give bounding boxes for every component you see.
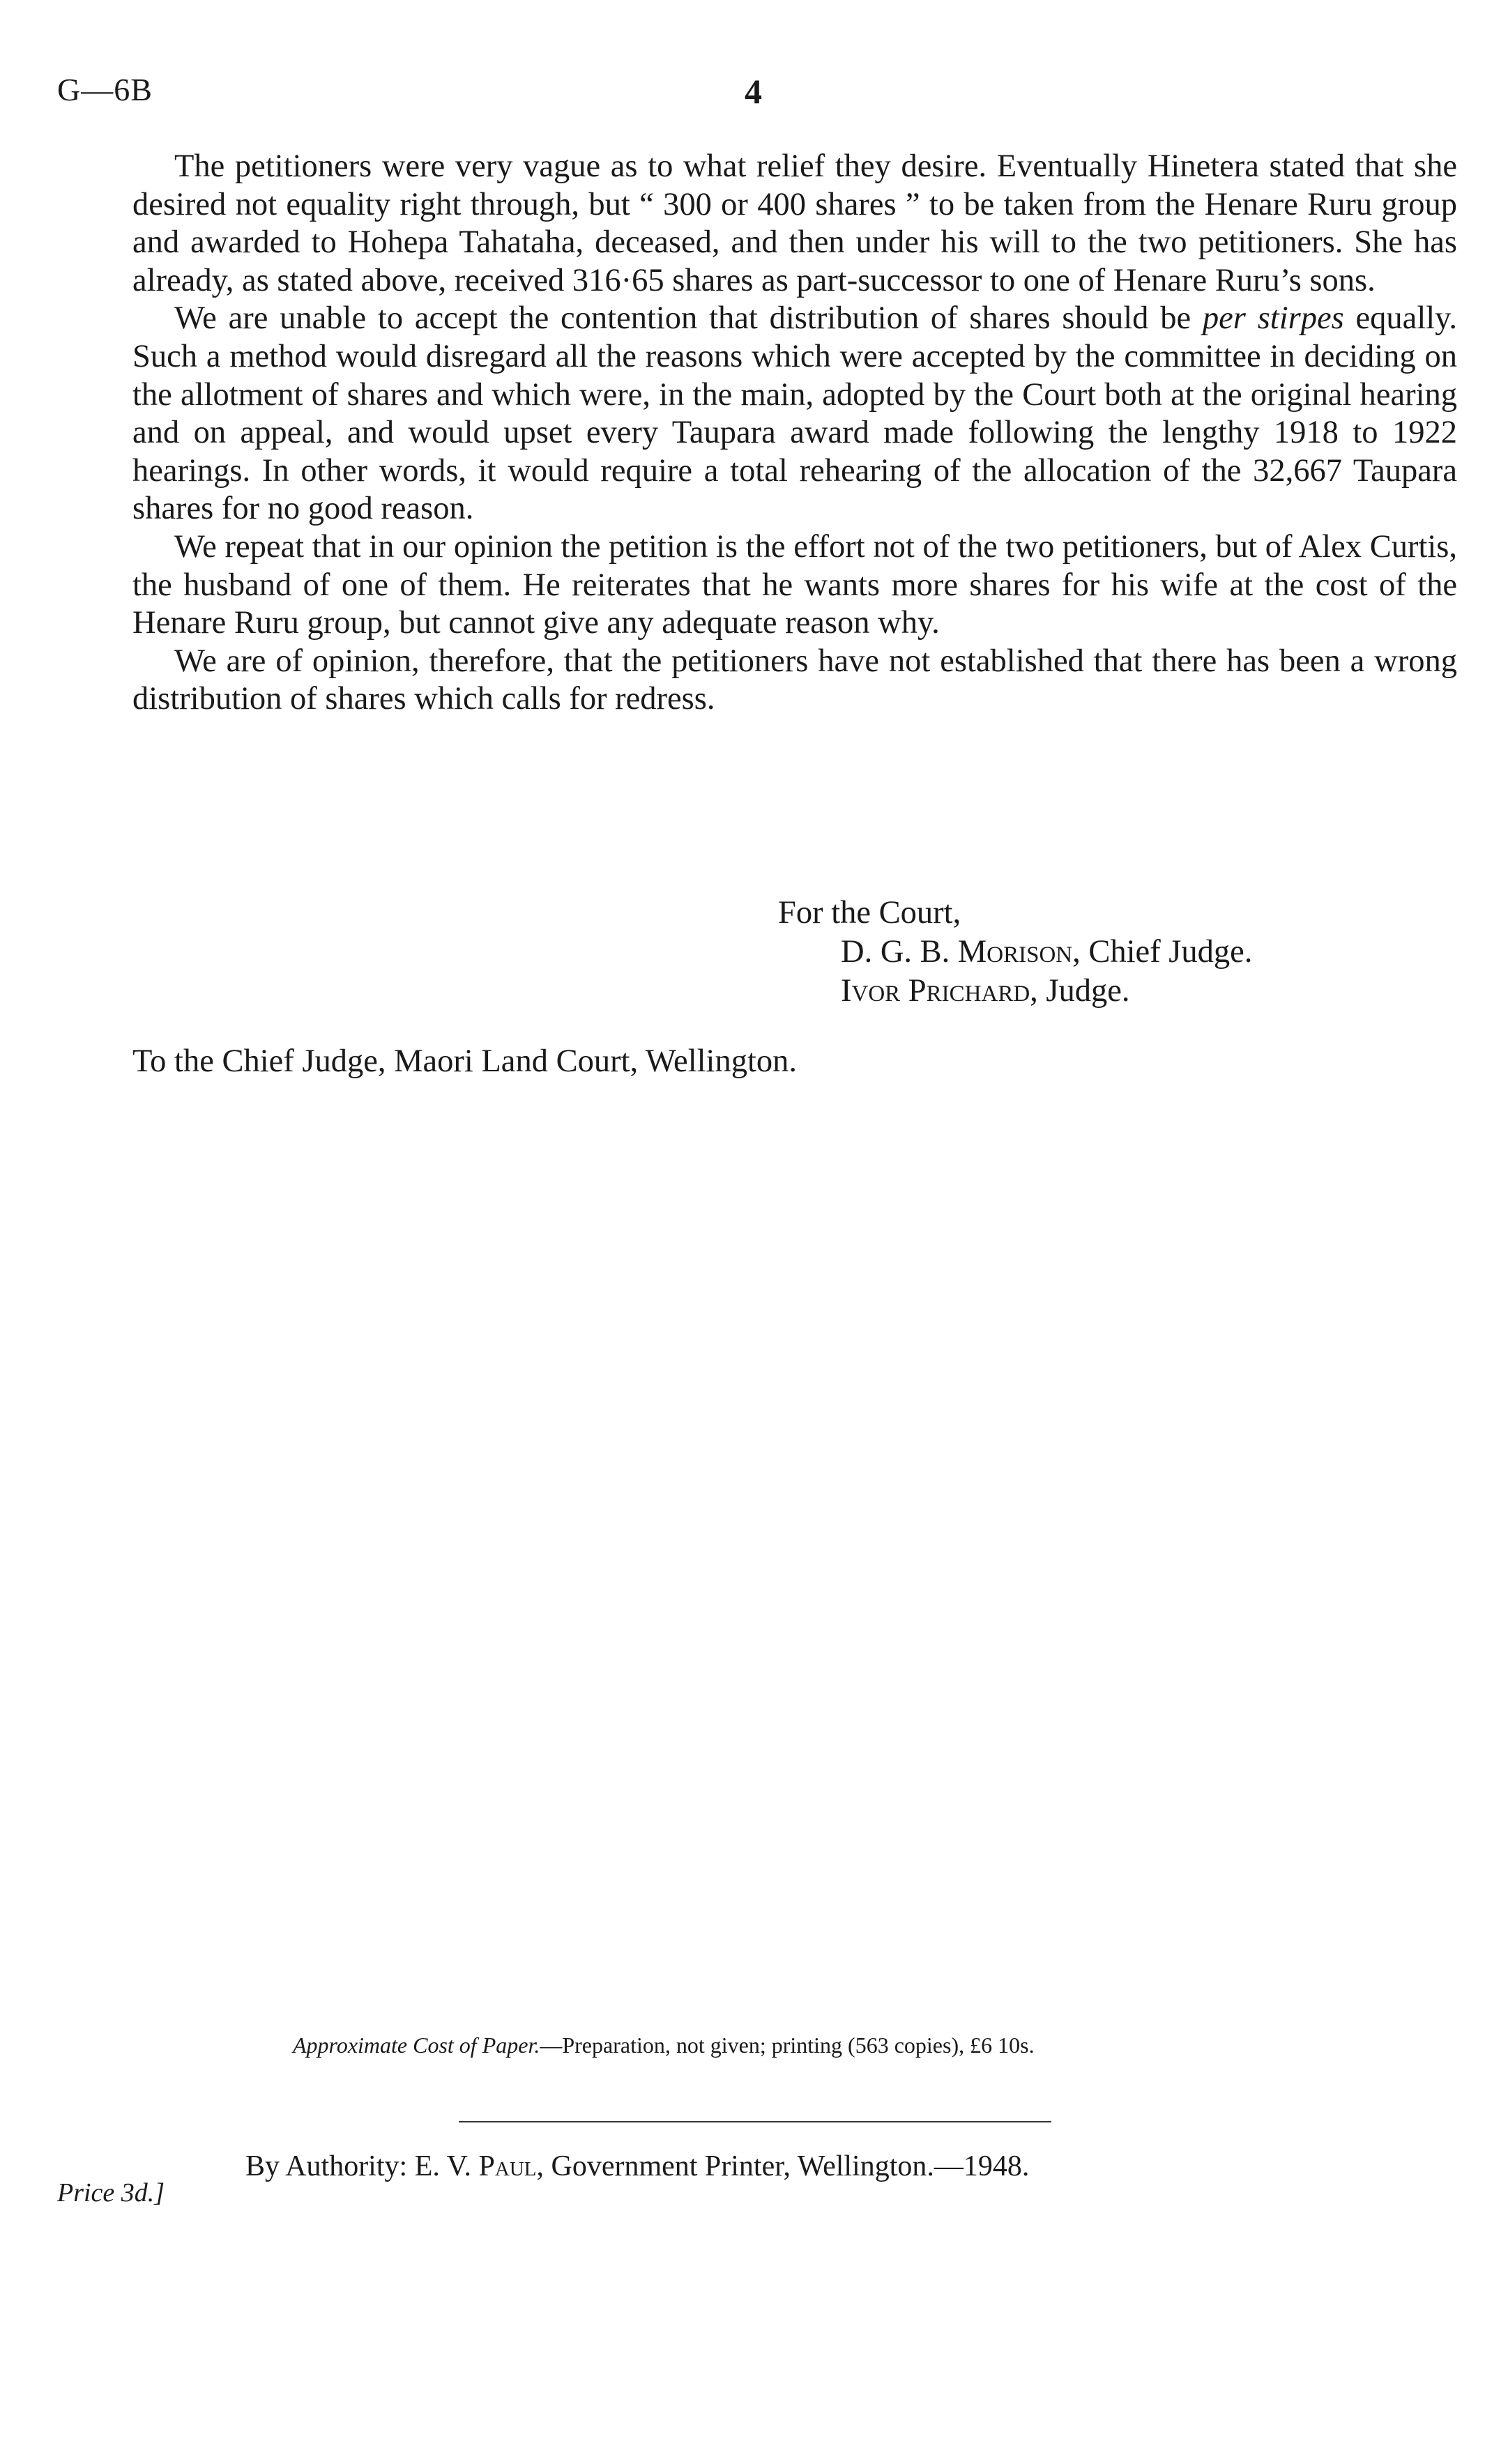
imprint-prefix: By Authority: <box>245 2150 415 2182</box>
page-number: 4 <box>745 72 762 111</box>
paragraph-relief-sought: The petitioners were very vague as to what relief they desire. Eventually Hinetera stated that she desired not equality right through, but “ 300 or 400 shares ” to be taken from the Henare Ruru group and awarded to Hohepa Tahataha, deceased, and then under his will to the two petitioners. She has already, as stated above, received 316·65 shares as part-successor to one of Henare Ruru’s sons. <box>132 148 1457 298</box>
paragraph-alex-curtis: We repeat that in our opinion the petition is the effort not of the two petitioners, but of Alex Curtis, the husband of one of them. He reiterates that he wants more shares for his wife at the cost of the Henare Ruru group, but cannot give any adequate reason why. <box>132 528 1457 641</box>
imprint-suffix: , Government Printer, Wellington.—1948. <box>536 2150 1030 2182</box>
signatory-title: , Chief Judge. <box>1072 934 1253 970</box>
cost-note-lead: Approximate Cost of Paper. <box>293 2033 540 2058</box>
paragraph-text: We are unable to accept the contention that distribution of shares should be <box>174 300 1203 337</box>
document-reference: G—6B <box>57 72 153 107</box>
paragraph-text: equally. Such a method would disregard all the reasons which were accepted by the committee in deciding on the allotment of shares and which were, in the main, adopted by the Court both at the original hearing and on appeal, and would upset every Taupara award made following the lengthy 1918 to 1922 hearings. In other words, it would require a total rehearing of the allocation of the 32,667 Taupara shares for no good reason. <box>132 300 1458 527</box>
signatory-chief-judge <box>778 933 1252 972</box>
price-label: Price 3d.] <box>57 2178 165 2207</box>
printer-name: E. V. Paul <box>414 2150 537 2182</box>
paragraph-per-stirpes <box>132 300 1457 528</box>
cost-of-paper-note <box>293 2033 1035 2058</box>
printer-imprint <box>245 2150 1029 2183</box>
signatory-judge <box>778 972 1252 1011</box>
cost-note-text: —Preparation, not given; printing (563 copies), £6 10s. <box>540 2033 1035 2058</box>
for-the-court: For the Court, <box>778 895 961 931</box>
signatory-title: , Judge. <box>1030 973 1130 1009</box>
report-body <box>132 148 1457 719</box>
footer-divider <box>459 2121 1051 2122</box>
signatory-name: D. G. B. Morison <box>841 934 1073 970</box>
latin-term: per stirpes <box>1202 300 1344 337</box>
signatory-name: Ivor Prichard <box>841 973 1030 1009</box>
paragraph-conclusion: We are of opinion, therefore, that the petitioners have not established that there has been a wrong distribution of shares which calls for redress. <box>132 643 1457 717</box>
signature-block <box>778 894 1252 1011</box>
addressee: To the Chief Judge, Maori Land Court, Wellington. <box>132 1043 798 1079</box>
